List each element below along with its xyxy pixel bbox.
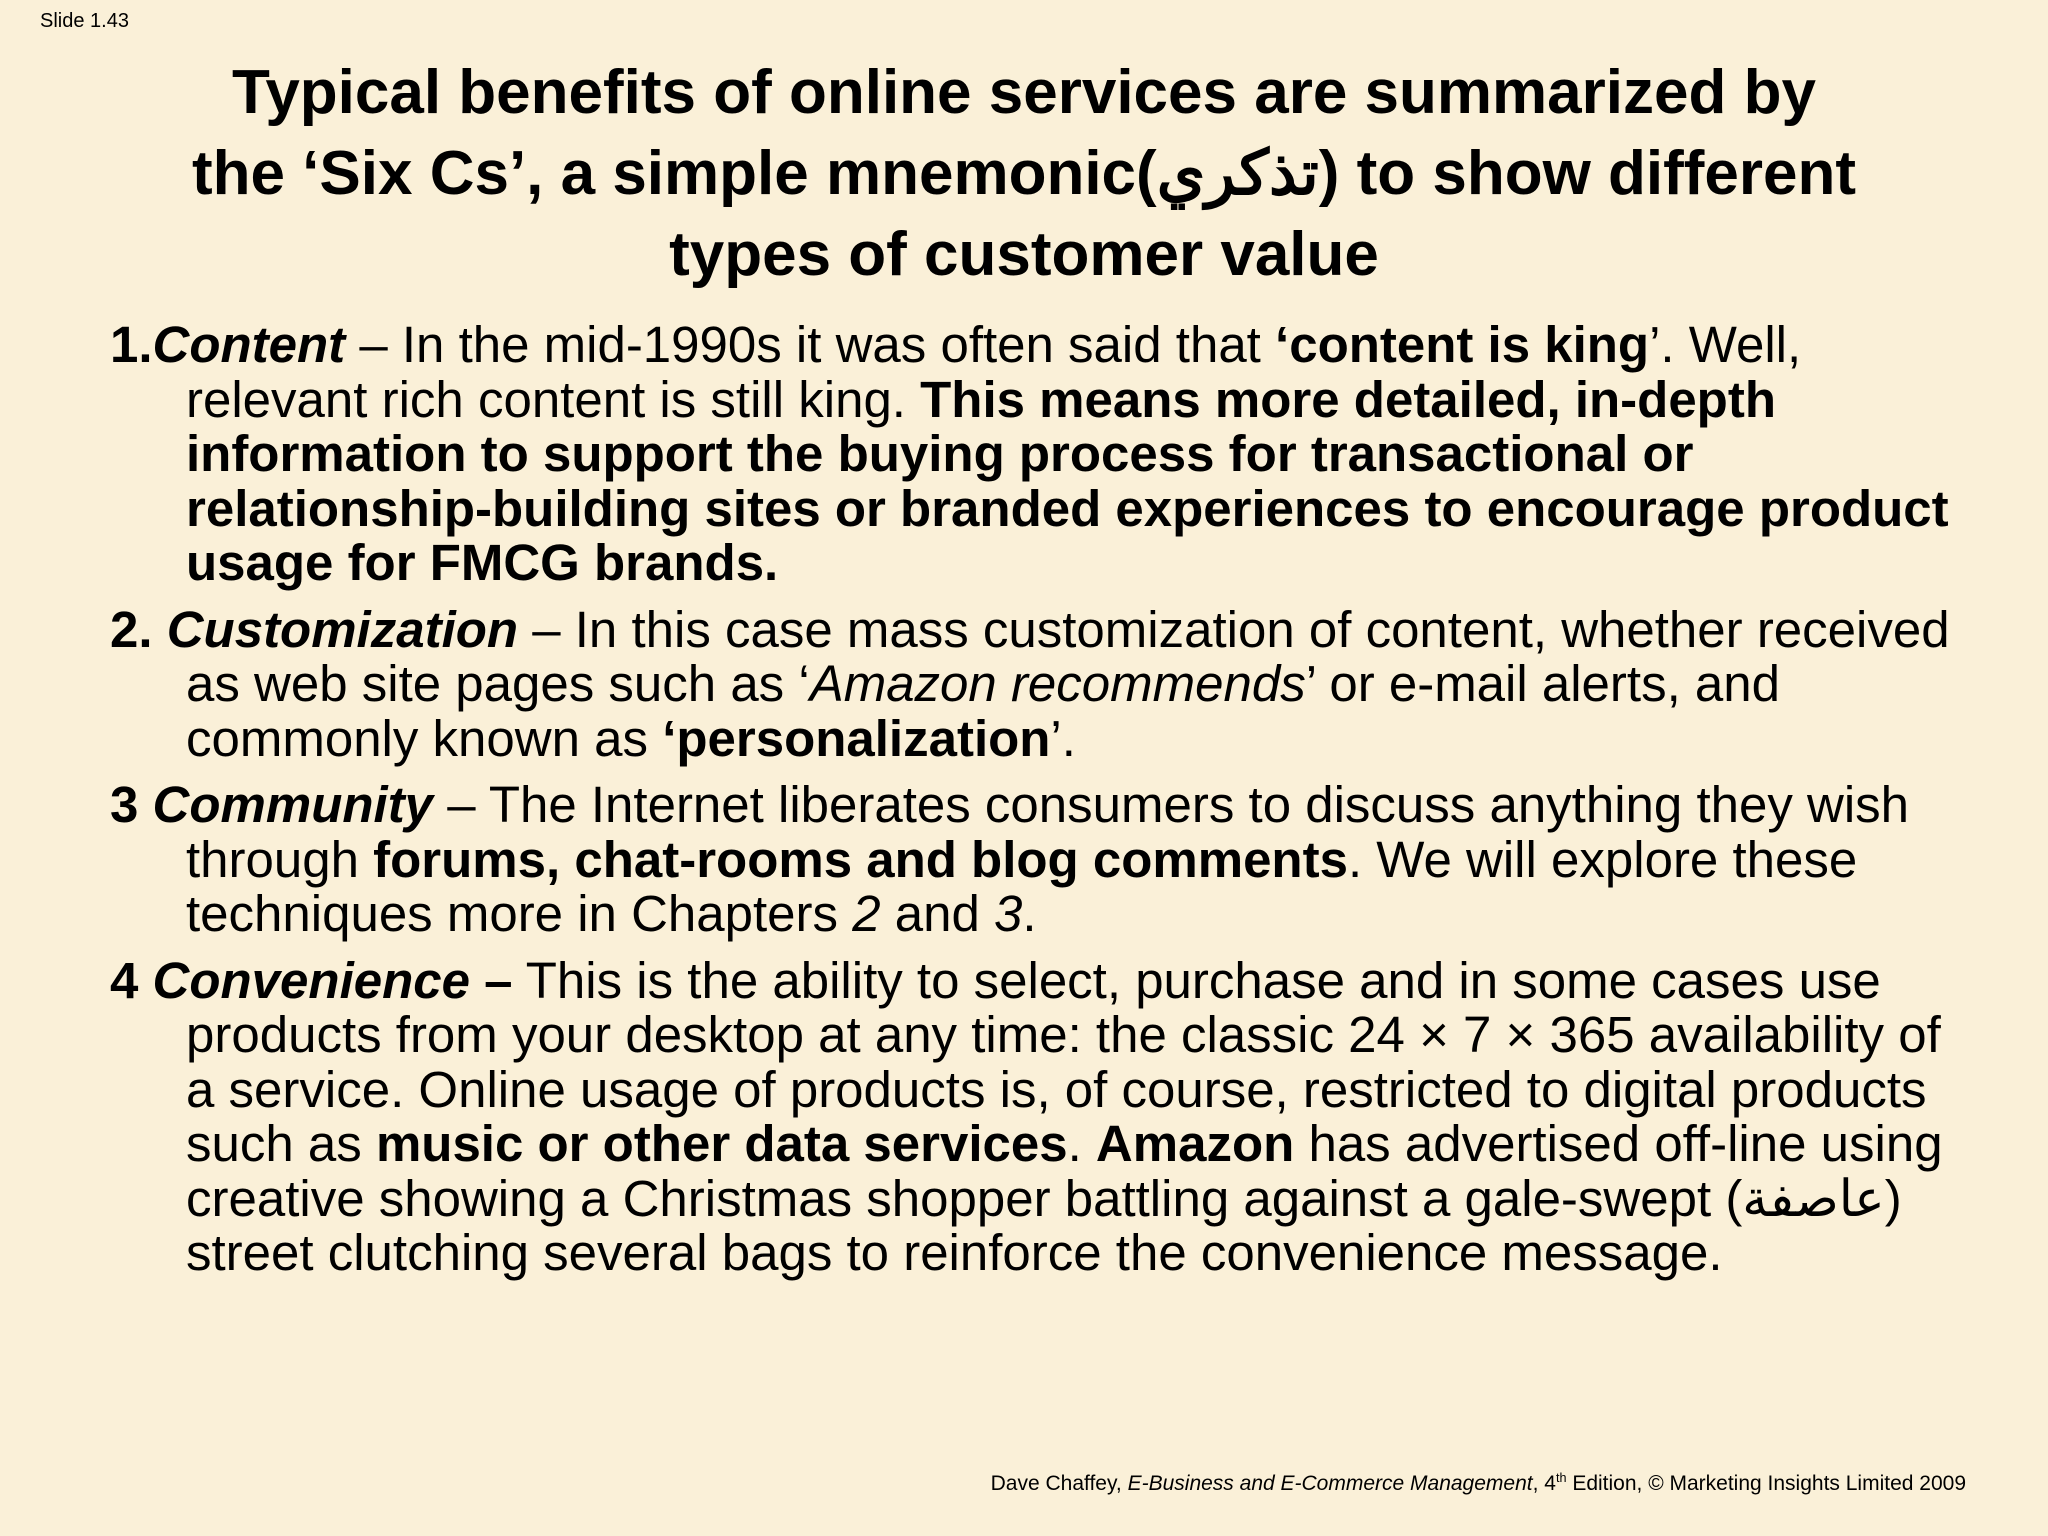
item-emphasis: music or other data services [375,1115,1068,1172]
item-term: Convenience [152,951,470,1009]
title-line-2b: ) to show different [1318,139,1857,208]
item-term: Customization [166,600,519,658]
item-term: Community [152,776,434,833]
title-line-3: types of customer value [669,220,1379,289]
item-emphasis: ‘personalization [662,709,1051,767]
slide-number: Slide 1.43 [40,10,129,32]
list-item-content: 1.Content – In the mid-1990s it was often said that ‘content is king’. Well, relevant rich content is still king. This means more detailed, in-depth information to support the buying process for transactional or relationship-building sites or branded experiences to encourage product usage for FMCG brands. [110,316,1949,591]
item-number: 3 [110,776,139,833]
list-item-community: 3 Community – The Internet liberates consumers to discuss anything they wish through forums, chat-rooms and blog comments. We will explore these techniques more in Chapters 2 and 3. [110,776,1910,942]
list-item-convenience: 4 Convenience – This is the ability to select, purchase and in some cases use products from your desktop at any time: the classic 24 × 7 × 365 availability of a service. Online usage of products is, of course, restricted to digital products such as music or other data services. Amazon has advertised off-line using creative showing a Christmas shopper battling against a gale-swept (عاصفة) street clutching several bags to reinforce the convenience message. [110,951,1943,1281]
arabic-word: عاصفة [1742,1169,1885,1227]
item-emphasis: This means more detailed, in-depth information to support the buying process for transactional or relationship-building sites or branded experiences to encourage product usage for FMCG brands. [186,370,1949,591]
item-number: 2. [110,600,153,658]
item-emphasis: forums, chat-rooms and blog comments [373,830,1348,888]
footer-citation: Dave Chaffey, E-Business and E-Commerce Management, 4th Edition, © Marketing Insights Limited 2009 [990,1471,1966,1495]
title-line-1: Typical benefits of online services are summarized by [232,58,1816,127]
item-quote: ‘content is king [1275,316,1650,373]
book-title: E-Business and E-Commerce Management [1127,1472,1533,1495]
title-arabic-word: تذكري [1156,139,1319,208]
item-emphasis-amazon: Amazon [1095,1115,1295,1172]
slide-title [80,52,1968,295]
item-italic: Amazon recommends [809,655,1306,712]
item-term: Content [152,316,346,373]
title-line-2a: the ‘Six Cs’, a simple mnemonic( [191,139,1157,208]
item-number: 4 [110,951,139,1009]
item-number: 1. [110,316,153,373]
list-item-customization: 2. Customization – In this case mass customization of content, whether received as web site pages such as ‘Amazon recommends’ or e-mail alerts, and commonly known as ‘personalization’. [110,600,1950,767]
benefits-list [110,318,1960,1293]
